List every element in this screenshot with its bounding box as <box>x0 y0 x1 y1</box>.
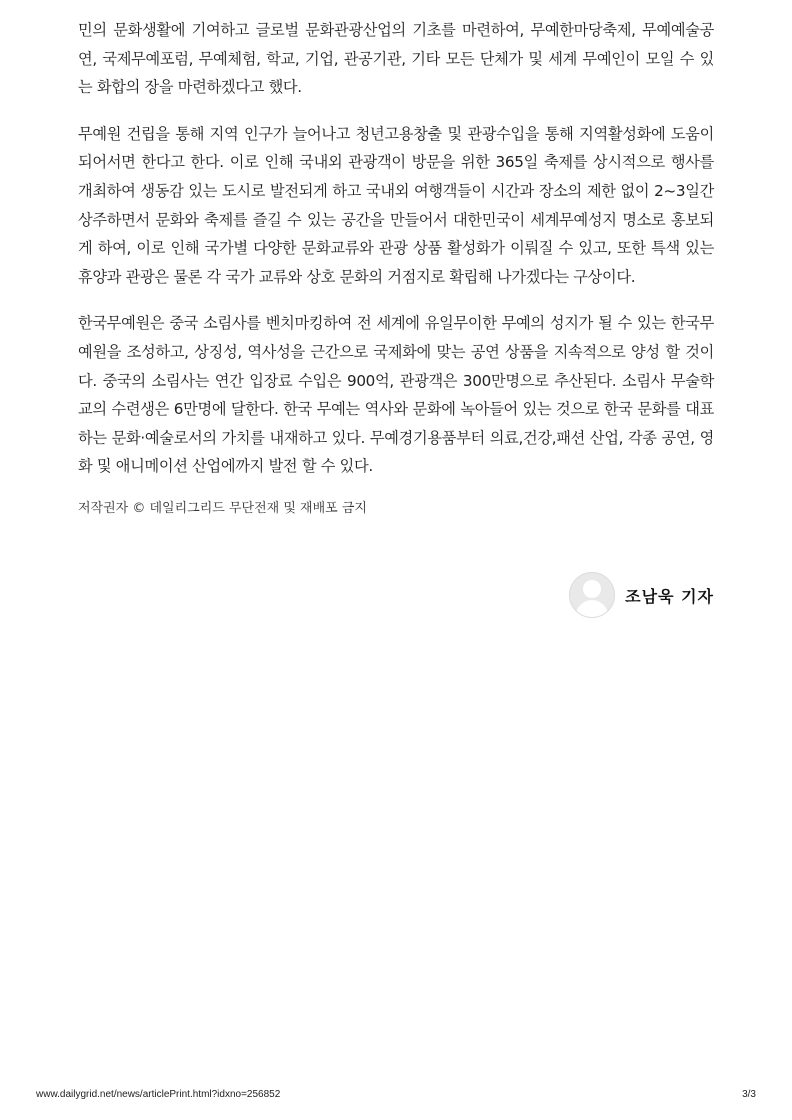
article-paragraph: 무예원 건립을 통해 지역 인구가 늘어나고 청년고용창출 및 관광수입을 통해 지역활성화에 도움이 되어서면 한다고 한다. 이로 인해 국내외 관광객이 방문을 위한 365일 축제를 상시적으로 행사를 개최하여 생동감 있는 도시로 발전되게 하고 국내외 여행객들이 시간과 장소의 제한 없이 2~3일간 상주하면서 문화와 축제를 즐길 수 있는 공간을 만들어서 대한민국이 세계무예성지 명소로 홍보되게 하여, 이로 인해 국가별 다양한 문화교류와 관광 상품 활성화가 이뤄질 수 있고, 또한 특색 있는 휴양과 관광은 물론 각 국가 교류와 상호 문화의 거점지로 확립해 나가겠다는 구상이다. <box>78 124 714 286</box>
print-footer <box>36 1089 756 1100</box>
user-avatar-icon <box>569 572 615 618</box>
reporter-byline <box>569 572 714 618</box>
article-paragraph: 한국무예원은 중국 소림사를 벤치마킹하여 전 세계에 유일무이한 무예의 성지가 될 수 있는 한국무예원을 조성하고, 상징성, 역사성을 근간으로 국제화에 맞는 공연 상품을 지속적으로 양성 할 것이다. 중국의 소림사는 연간 입장료 수입은 900억, 관광객은 300만명으로 추산된다. 소림사 무술학교의 수련생은 6만명에 달한다. 한국 무예는 역사와 문화에 녹아들어 있는 것으로 한국 문화를 대표하는 문화·예술로서의 가치를 내재하고 있다. 무예경기용품부터 의료,건강,패션 산업, 각종 공연, 영화 및 애니메이션 산업에까지 발전 할 수 있다. <box>78 314 714 476</box>
article-paragraph: 민의 문화생활에 기여하고 글로벌 문화관광산업의 기초를 마련하여, 무예한마당축제, 무예예술공연, 국제무예포럼, 무예체험, 학교, 기업, 관공기관, 기타 모든 단체가 및 세계 무예인이 모일 수 있는 화합의 장을 마련하겠다고 했다. <box>78 21 714 97</box>
page-url: www.dailygrid.net/news/articlePrint.html?idxno=256852 <box>36 1089 281 1100</box>
reporter-name: 조남욱 기자 <box>625 586 714 606</box>
page-number: 3/3 <box>742 1089 756 1100</box>
article-body <box>78 16 714 519</box>
copyright-notice: 저작권자 © 데일리그리드 무단전재 및 재배포 금지 <box>78 500 367 516</box>
